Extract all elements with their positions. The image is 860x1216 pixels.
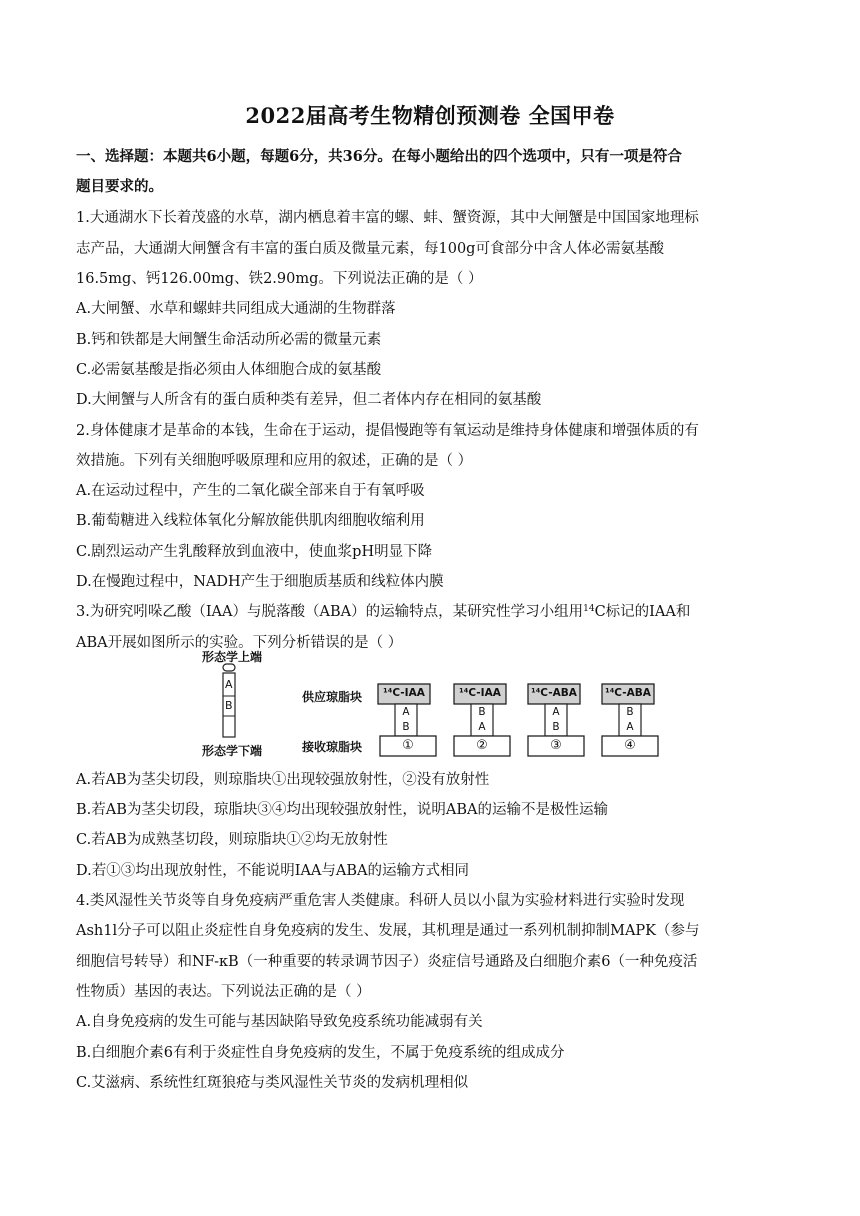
q1-option-d: D.大闸蟹与人所含有的蛋白质种类有差异，但二者体内存在相同的氨基酸 bbox=[76, 392, 542, 408]
unit-1-supply-label: ¹⁴C-IAA bbox=[383, 687, 425, 699]
q4-stem-line4: 性物质）基因的表达。下列说法正确的是（ ） bbox=[76, 984, 371, 1000]
label-apical-end: 形态学上端 bbox=[202, 650, 263, 664]
unit-1-receiver-label: ① bbox=[402, 738, 414, 753]
stem-label-b: B bbox=[225, 699, 233, 712]
q2-stem-line1: 2.身体健康才是革命的本钱，生命在于运动，提倡慢跑等有氧运动是维持身体健康和增强体质的有 bbox=[76, 423, 699, 439]
unit-1-lower-label: B bbox=[402, 721, 410, 733]
q1-stem-line3: 16.5mg、钙126.00mg、铁2.90mg。下列说法正确的是（ ） bbox=[76, 271, 483, 287]
unit-4-receiver-label: ④ bbox=[624, 738, 636, 753]
q3-isotope-superscript: 14 bbox=[583, 604, 595, 614]
label-basal-end: 形态学下端 bbox=[202, 744, 263, 758]
stem-cap bbox=[223, 664, 235, 671]
q3-stem-line2: ABA开展如图所示的实验。下列分析错误的是（ ） bbox=[76, 635, 403, 651]
label-supply-agar: 供应琼脂块 bbox=[302, 690, 363, 704]
q4-stem-line3: 细胞信号转导）和NF-κB（一种重要的转录调节因子）炎症信号通路及白细胞介素6（一种免疫活 bbox=[76, 954, 698, 970]
unit-3-supply-label: ¹⁴C-ABA bbox=[531, 687, 577, 699]
q3-option-d: D.若①③均出现放射性，不能说明IAA与ABA的运输方式相同 bbox=[76, 863, 469, 879]
unit-3-receiver-label: ③ bbox=[550, 738, 562, 753]
q3-stem-part1: 3.为研究吲哚乙酸（IAA）与脱落酸（ABA）的运输特点，某研究性学习小组用 bbox=[76, 604, 584, 620]
q3-option-c: C.若AB为成熟茎切段，则琼脂块①②均无放射性 bbox=[76, 832, 388, 848]
q3-stem-line1 bbox=[76, 605, 776, 620]
unit-2-supply-label: ¹⁴C-IAA bbox=[459, 687, 501, 699]
unit-4-lower-label: A bbox=[626, 721, 634, 733]
q1-option-a: A.大闸蟹、水草和螺蚌共同组成大通湖的生物群落 bbox=[76, 301, 396, 317]
unit-2-receiver-label: ② bbox=[476, 738, 488, 753]
q2-option-c: C.剧烈运动产生乳酸释放到血液中，使血浆pH明显下降 bbox=[76, 544, 433, 560]
unit-4-upper-label: B bbox=[626, 706, 634, 718]
q3-stem-part2: C标记的IAA和 bbox=[594, 604, 691, 620]
q4-option-b: B.白细胞介素6有利于炎症性自身免疫病的发生，不属于免疫系统的组成成分 bbox=[76, 1045, 565, 1061]
section-heading-line1: 一、选择题：本题共6小题，每题6分，共36分。在每小题给出的四个选项中，只有一项是符合 bbox=[76, 148, 682, 165]
q2-option-d: D.在慢跑过程中，NADH产生于细胞质基质和线粒体内膜 bbox=[76, 574, 444, 590]
q1-option-b: B.钙和铁都是大闸蟹生命活动所必需的微量元素 bbox=[76, 332, 382, 348]
q1-stem-line2: 志产品，大通湖大闸蟹含有丰富的蛋白质及微量元素，每100g可食部分中含人体必需氨基酸 bbox=[76, 241, 664, 257]
q1-stem-line1: 1.大通湖水下长着茂盛的水草，湖内栖息着丰富的螺、蚌、蟹资源，其中大闸蟹是中国国家地理标 bbox=[76, 210, 699, 226]
q2-option-a: A.在运动过程中，产生的二氧化碳全部来自于有氧呼吸 bbox=[76, 483, 425, 499]
q4-option-c: C.艾滋病、系统性红斑狼疮与类风湿性关节炎的发病机理相似 bbox=[76, 1075, 469, 1091]
q4-stem-line2: Ash1l分子可以阻止炎症性自身免疫病的发生、发展，其机理是通过一系列机制抑制MAPK（参与 bbox=[76, 923, 700, 939]
unit-1-upper-label: A bbox=[402, 706, 410, 718]
q3-option-b: B.若AB为茎尖切段，琼脂块③④均出现较强放射性，说明ABA的运输不是极性运输 bbox=[76, 802, 608, 818]
stem-label-a: A bbox=[225, 678, 233, 691]
q4-stem-line1: 4.类风湿性关节炎等自身免疫病严重危害人类健康。科研人员以小鼠为实验材料进行实验时发现 bbox=[76, 893, 685, 909]
q4-option-a: A.自身免疫病的发生可能与基因缺陷导致免疫系统功能减弱有关 bbox=[76, 1014, 483, 1030]
q3-option-a: A.若AB为茎尖切段，则琼脂块①出现较强放射性，②没有放射性 bbox=[76, 772, 490, 788]
unit-2-upper-label: B bbox=[478, 706, 486, 718]
unit-3-upper-label: A bbox=[552, 706, 560, 718]
q1-option-c: C.必需氨基酸是指必须由人体细胞合成的氨基酸 bbox=[76, 362, 382, 378]
label-receiver-agar: 接收琼脂块 bbox=[302, 740, 363, 754]
q2-stem-line2: 效措施。下列有关细胞呼吸原理和应用的叙述，正确的是（ ） bbox=[76, 453, 473, 469]
unit-3-lower-label: B bbox=[552, 721, 560, 733]
q2-option-b: B.葡萄糖进入线粒体氧化分解放能供肌肉细胞收缩利用 bbox=[76, 513, 425, 529]
exam-title: 2022届高考生物精创预测卷 全国甲卷 bbox=[245, 103, 615, 128]
unit-4-supply-label: ¹⁴C-ABA bbox=[605, 687, 651, 699]
unit-2-lower-label: A bbox=[478, 721, 486, 733]
q3-figure bbox=[190, 648, 670, 760]
section-heading-line2: 题目要求的。 bbox=[76, 178, 163, 195]
